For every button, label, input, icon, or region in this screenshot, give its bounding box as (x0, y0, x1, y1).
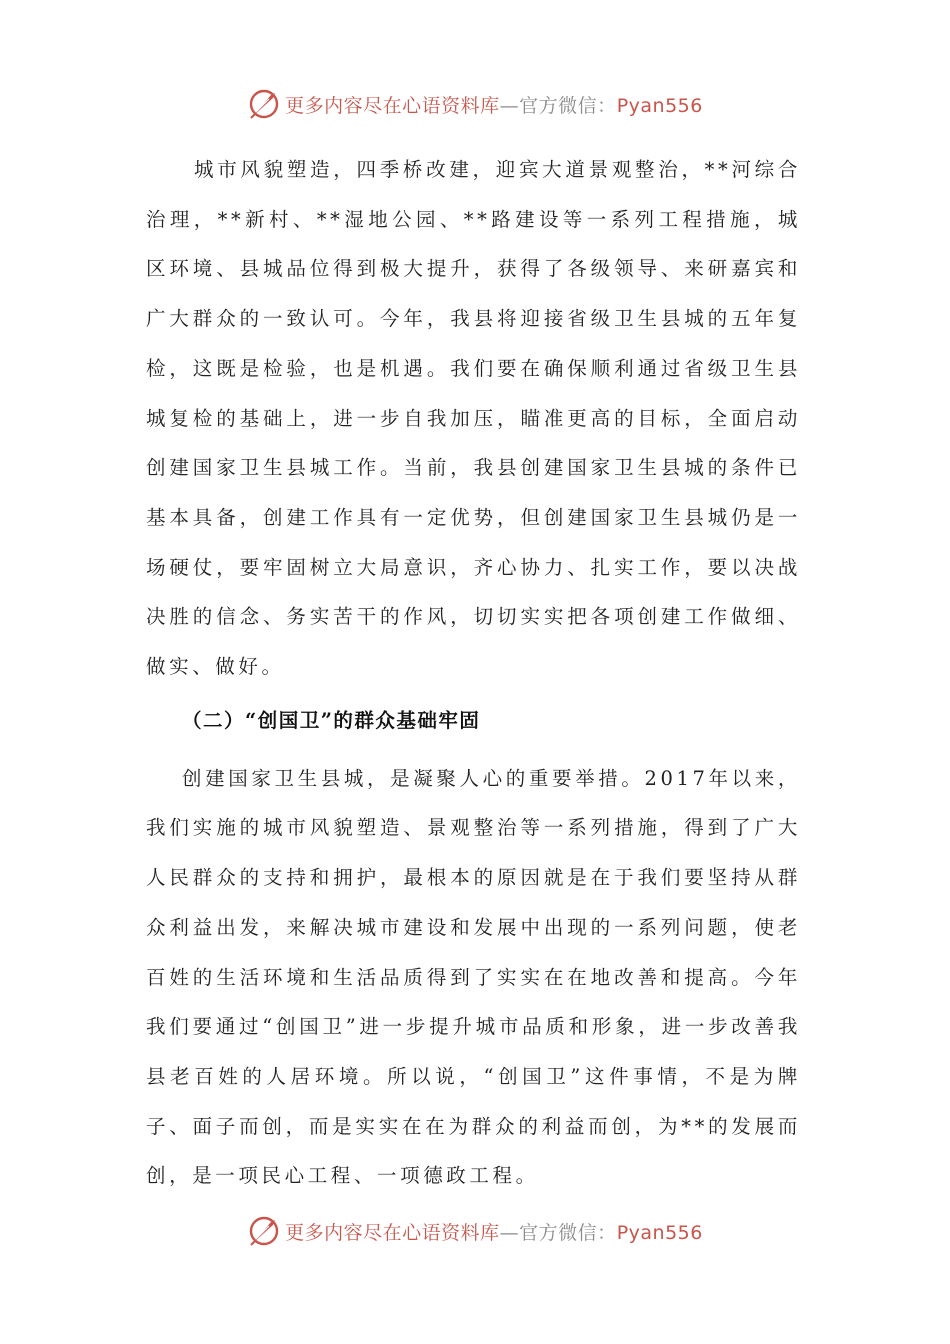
watermark-title: 更多内容尽在心语资料库 (285, 1221, 500, 1244)
paragraph-1: 城市风貌塑造，四季桥改建，迎宾大道景观整治，**河综合治理，**新村、**湿地公园、**路建设等一系列工程措施，城区环境、县城品位得到极大提升，获得了各级领导、来研嘉宾和广大群众的一致认可。今年，我县将迎接省级卫生县城的五年复检，这既是检验，也是机遇。我们要在确保顺利通过省级卫生县城复检的基础上，进一步自我加压，瞄准更高的目标，全面启动创建国家卫生县城工作。当前，我县创建国家卫生县城的条件已基本具备，创建工作具有一定优势，但创建国家卫生县城仍是一场硬仗，要牢固树立大局意识，齐心协力、扎实工作，要以决战决胜的信念、务实苦干的作风，切切实实把各项创建工作做细、做实、做好。 (146, 158, 801, 679)
watermark-wechat-label: 官方微信： (519, 1221, 617, 1244)
footer-watermark (0, 1211, 950, 1251)
watermark-wechat-id: Pyan556 (616, 1221, 703, 1244)
quill-logo-icon (247, 87, 281, 121)
watermark-text (285, 1218, 703, 1245)
watermark-text (285, 91, 703, 118)
watermark-wechat-id: Pyan556 (616, 94, 703, 117)
watermark-wechat-label: 官方微信： (519, 94, 617, 117)
watermark-separator: — (499, 1221, 520, 1244)
watermark-title: 更多内容尽在心语资料库 (285, 94, 500, 117)
quill-logo-icon (247, 1214, 281, 1248)
watermark-separator: — (499, 94, 520, 117)
document-body (146, 145, 801, 1201)
section-heading-2: （二）“创国卫”的群众基础牢固 (182, 708, 481, 732)
paragraph-2: 创建国家卫生县城，是凝聚人心的重要举措。2017年以来，我们实施的城市风貌塑造、景观整治等一系列措施，得到了广大人民群众的支持和拥护，最根本的原因就是在于我们要坚持从群众利益出发，来解决城市建设和发展中出现的一系列问题，使老百姓的生活环境和生活品质得到了实实在在地改善和提高。今年我们要通过“创国卫”进一步提升城市品质和形象，进一步改善我县老百姓的人居环境。所以说，“创国卫”这件事情，不是为牌子、面子而创，而是实实在在为群众的利益而创，为**的发展而创，是一项民心工程、一项德政工程。 (146, 766, 801, 1188)
header-watermark (0, 84, 950, 124)
